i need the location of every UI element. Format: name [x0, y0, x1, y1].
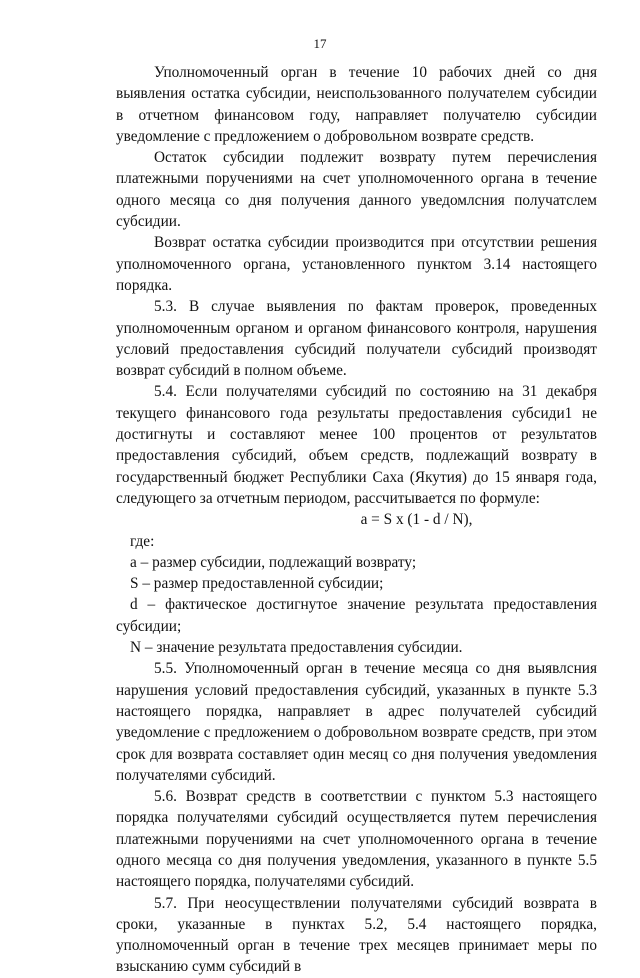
- where-label: где:: [130, 532, 155, 550]
- paragraph-5-4: 5.4. Если получателями субсидий по состоянию на 31 декабря текущего финансового года результаты предоставления субсиди1 не достигнуты и составляют менее 100 процентов от результатов предоставления субсидий, объем средств, подлежащий возврату в государственный бюджет Республики Саха (Якутия) до 15 января года, следующего за отчетным периодом, рассчитывается по формуле:: [116, 383, 597, 507]
- page-number: 17: [313, 36, 327, 51]
- paragraph-remainder-notice: Уполномоченный орган в течение 10 рабочих дней со дня выявления остатка субсидии, неиспользованного получателем субсидии в отчетном финансовом году, направляет получателю субсидии уведомление с предложением о добровольном возврате средств.: [116, 64, 597, 145]
- paragraph-remainder-condition: Возврат остатка субсидии производится при отсутствии решения уполномоченного органа, установленного пунктом 3.14 настоящего порядка.: [116, 234, 597, 294]
- definition-a: а – размер субсидии, подлежащий возврату;: [130, 553, 417, 571]
- paragraph-5-7: 5.7. При неосуществлении получателями субсидий возврата в сроки, указанные в пунктах 5.2, 5.4 настоящего порядка, уполномоченный орган в течение трех месяцев принимает меры по взысканию сумм субсидий в: [116, 894, 597, 976]
- paragraph-5-6: 5.6. Возврат средств в соответствии с пунктом 5.3 настоящего порядка получателями субсидий осуществляется путем перечисления платежными поручениями на счет уполномоченного органа в течение одного месяца со дня получения уведомления, указанного в пункте 5.5 настоящего порядка, получателями субсидий.: [116, 788, 597, 891]
- definition-d: d – фактическое достигнутое значение результата предоставления субсидии;: [116, 596, 597, 635]
- definition-n: N – значение результата предоставления субсидии.: [130, 639, 463, 657]
- document-body: [116, 62, 597, 978]
- paragraph-5-3: 5.3. В случае выявления по фактам проверок, проведенных уполномоченным органом и органом финансового контроля, нарушения условий предоставления субсидий получатели субсидий производят возврат субсидий в полном объеме.: [116, 298, 597, 380]
- paragraph-remainder-return: Остаток субсидии подлежит возврату путем перечисления платежными поручениями на счет уполномоченного органа в течение одного месяца со дня получения данного уведомлсния получатслем субсидии.: [116, 149, 597, 231]
- return-formula: a = S x (1 - d / N),: [360, 511, 473, 529]
- paragraph-5-5: 5.5. Уполномоченный орган в течение месяца со дня выявлсния нарушения условий предоставления субсидий, указанных в пункте 5.3 настоящего порядка, направляет в адрес получателей субсидий уведомление с предложением о добровольном возврате средств, при этом срок для возврата составляет один месяц со дня получения уведомления получателями субсидий.: [116, 660, 597, 784]
- definition-s: S – размер предоставленной субсидии;: [130, 575, 384, 593]
